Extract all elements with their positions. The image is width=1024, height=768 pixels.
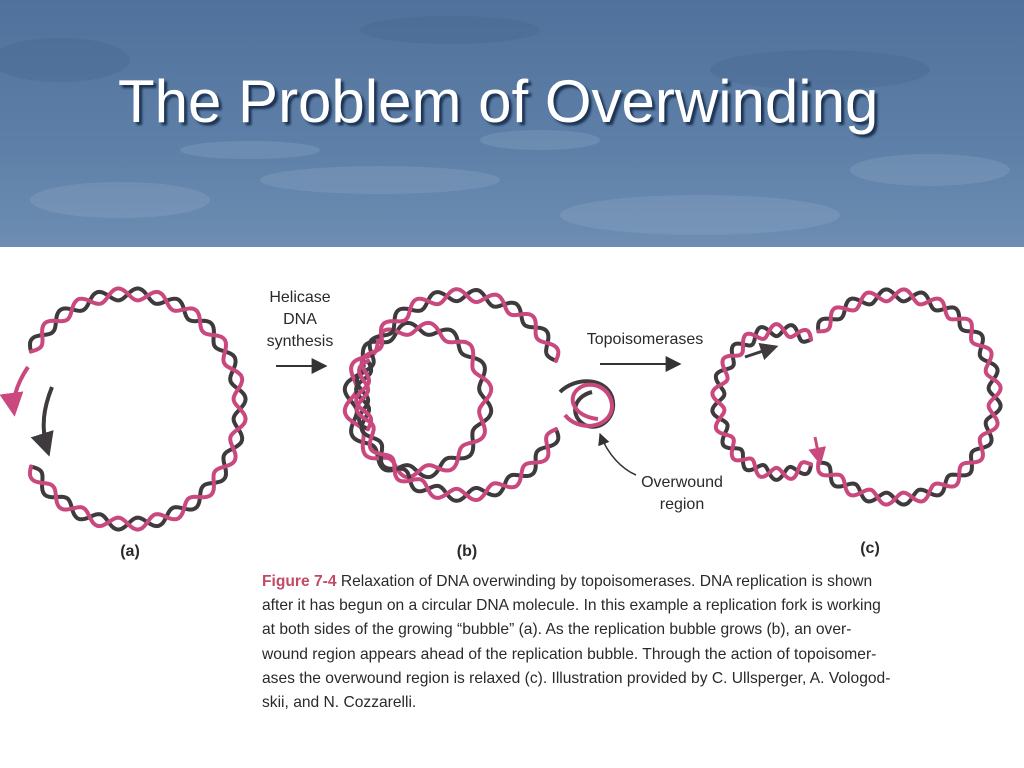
caption-line-1 [262,570,1002,594]
panel-label-b: (b) [456,543,478,560]
panel-c-left-dark [712,325,811,480]
overwound-label-line2: region [659,496,705,513]
slide-title: The Problem of Overwinding [118,68,879,135]
figure-caption [262,570,1002,715]
caption-line-5: ases the overwound region is relaxed (c). Illustration provided by C. Ullsperger, A. Vologod- [262,669,891,687]
panel-a-bubble-dark [44,387,52,452]
caption-text-1: Relaxation of DNA overwinding by topoisomerases. DNA replication is shown [340,573,873,590]
helicase-label-line3: synthesis [266,333,334,350]
topoisomerases-label: Topoisomerases [586,331,704,348]
caption-line-2: after it has begun on a circular DNA molecule. In this example a replication fork is working [262,597,881,615]
panel-c-left-pink [712,324,811,479]
overwound-label-line1: Overwound [641,474,723,491]
panel-a-bubble-pink [14,367,28,412]
overwound-callout-arrow [600,434,636,475]
figure-number-label: Figure 7-4 [262,573,337,590]
panel-c-diagram [712,289,1000,504]
panel-c-fork-arrow-pink [815,437,820,462]
panel-label-c: (c) [860,540,880,557]
panel-b-overwound-knot-pink [565,385,612,426]
title-banner [0,0,1024,247]
panel-c-fork-arrow-dark [745,347,775,357]
caption-line-4: wound region appears ahead of the replication bubble. Through the action of topoisomer- [262,645,877,663]
panel-c-right-dark [818,289,1001,504]
panel-b-diagram [345,289,613,501]
caption-line-3: at both sides of the growing “bubble” (a). As the replication bubble grows (b), an over- [262,621,852,639]
panel-label-a: (a) [120,543,140,560]
panel-a-diagram [14,288,246,529]
helicase-label-line1: Helicase [269,289,331,306]
helicase-label-line2: DNA [283,311,317,328]
panel-c-right-pink [818,289,1001,504]
caption-line-6: skii, and N. Cozzarelli. [262,694,417,712]
